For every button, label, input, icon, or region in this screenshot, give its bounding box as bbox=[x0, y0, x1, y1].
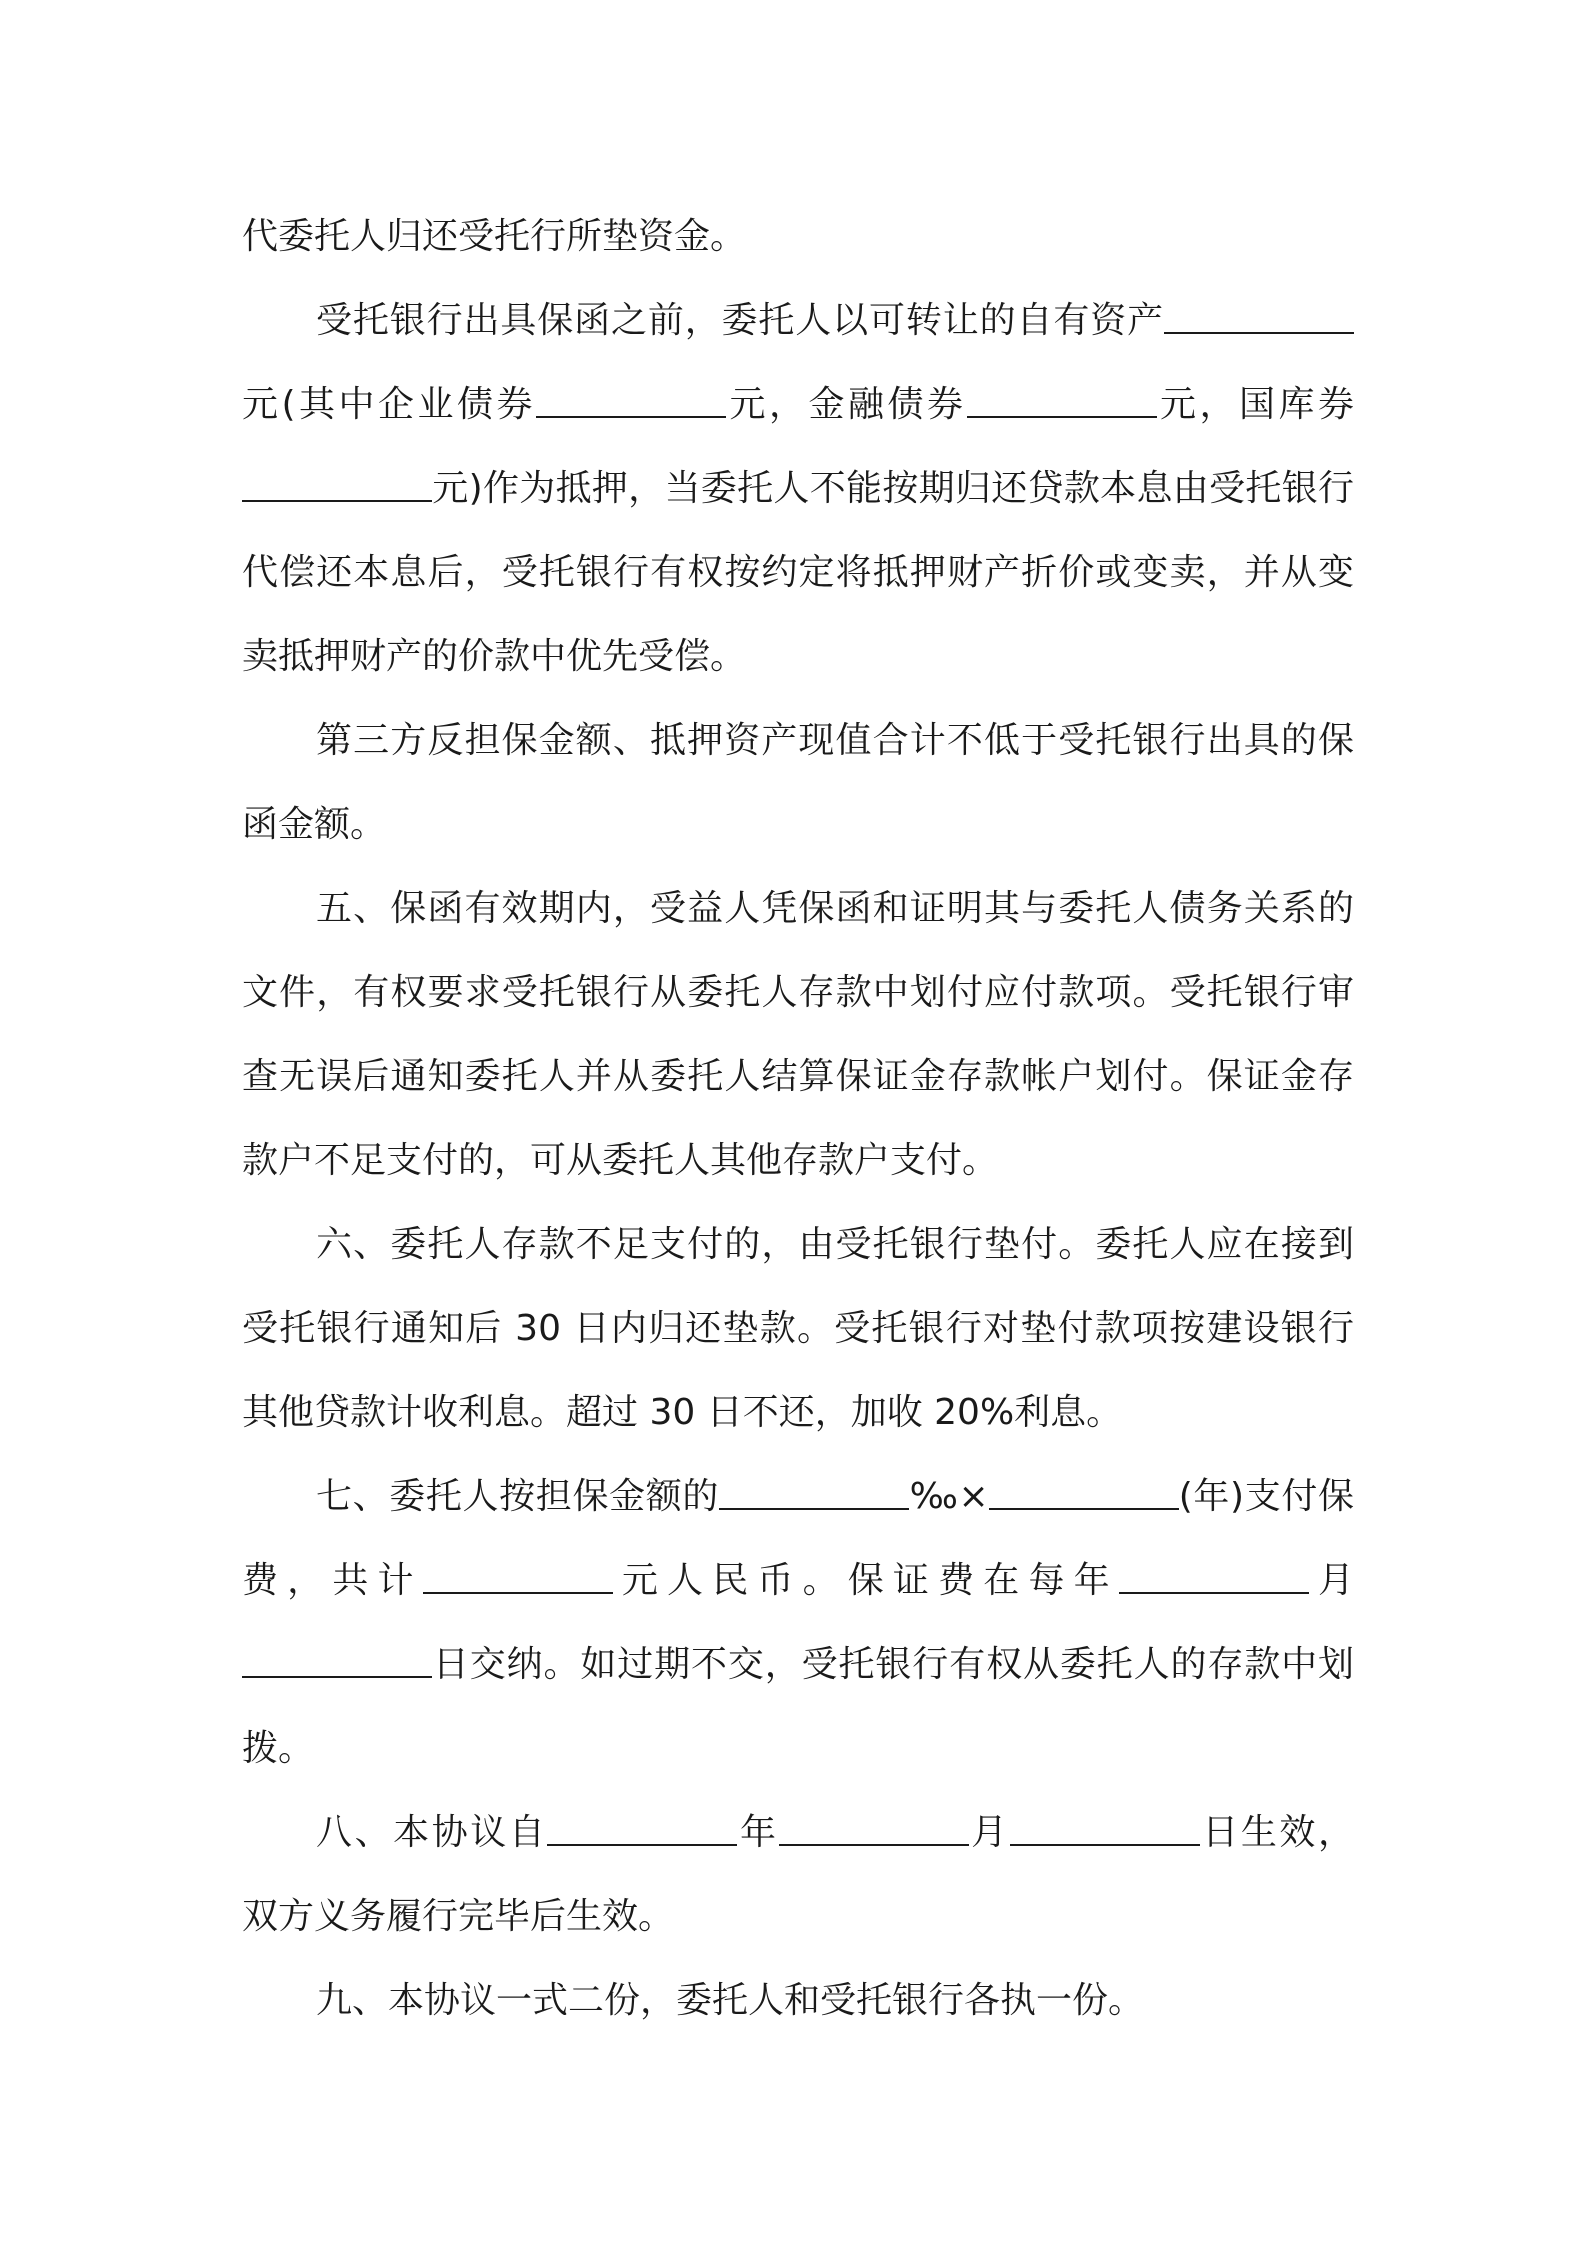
text-segment: 七、委托人按担保金额的 bbox=[316, 1476, 719, 1517]
blank-effective-day[interactable] bbox=[1010, 1814, 1200, 1846]
blank-enterprise-bonds[interactable] bbox=[536, 386, 726, 418]
text-segment: 日交纳。如过期不交，受托银行有权从委托人的存款中划拨。 bbox=[242, 1644, 1354, 1769]
blank-effective-year[interactable] bbox=[547, 1814, 737, 1846]
paragraph-third-party: 第三方反担保金额、抵押资产现值合计不低于受托银行出具的保函金额。 bbox=[242, 720, 1354, 845]
blank-fee-total[interactable] bbox=[423, 1562, 613, 1594]
paragraph-clause-5: 五、保函有效期内，受益人凭保函和证明其与委托人债务关系的文件，有权要求受托银行从委托人存款中划付应付款项。受托银行审查无误后通知委托人并从委托人结算保证金存款帐户划付。保证金存款户不足支付的，可从委托人其他存款户支付。 bbox=[242, 888, 1354, 1181]
text-segment: ‰× bbox=[908, 1476, 989, 1517]
text-segment: 元)作为抵押，当委托人不能按期归还贷款本息由受托银行代偿还本息后，受托银行有权按约定将抵押财产折价或变卖，并从变卖抵押财产的价款中优先受偿。 bbox=[242, 468, 1354, 677]
text-segment: 月 bbox=[968, 1812, 1010, 1853]
text-segment: 元人民币。保证费在每年 bbox=[612, 1560, 1119, 1601]
text-segment: 日生效，双方义务履行完毕后生效。 bbox=[242, 1812, 1354, 1937]
blank-fee-rate[interactable] bbox=[719, 1478, 909, 1510]
text-segment: 受托银行出具保函之前，委托人以可转让的自有资产 bbox=[316, 300, 1164, 341]
paragraph-clause-8 bbox=[242, 1791, 1354, 1959]
blank-total-assets[interactable] bbox=[1164, 302, 1354, 334]
blank-effective-month[interactable] bbox=[779, 1814, 969, 1846]
text-segment: 元，国库券 bbox=[1156, 384, 1354, 425]
text-segment: (年)支付保费，共计 bbox=[242, 1476, 1354, 1601]
paragraph-clause-7 bbox=[242, 1455, 1354, 1791]
paragraph-clause-6: 六、委托人存款不足支付的，由受托银行垫付。委托人应在接到受托银行通知后 30 日内归还垫款。受托银行对垫付款项按建设银行其他贷款计收利息。超过 30 日不还，加收 20%利息。 bbox=[242, 1224, 1354, 1433]
blank-treasury-bonds[interactable] bbox=[242, 470, 432, 502]
paragraph-1: 代委托人归还受托行所垫资金。 bbox=[242, 216, 747, 257]
blank-payment-day[interactable] bbox=[242, 1646, 432, 1678]
blank-years[interactable] bbox=[989, 1478, 1179, 1510]
paragraph-collateral bbox=[242, 279, 1354, 699]
paragraph-clause-9: 九、本协议一式二份，委托人和受托银行各执一份。 bbox=[316, 1980, 1145, 2021]
text-segment: 年 bbox=[737, 1812, 779, 1853]
blank-financial-bonds[interactable] bbox=[967, 386, 1157, 418]
text-segment: 八、本协议自 bbox=[316, 1812, 548, 1853]
text-segment: 元(其中企业债券 bbox=[242, 384, 537, 425]
text-segment: 月 bbox=[1308, 1560, 1354, 1601]
blank-payment-month[interactable] bbox=[1119, 1562, 1309, 1594]
text-segment: 元，金融债券 bbox=[726, 384, 967, 425]
document-body bbox=[242, 195, 1354, 2043]
